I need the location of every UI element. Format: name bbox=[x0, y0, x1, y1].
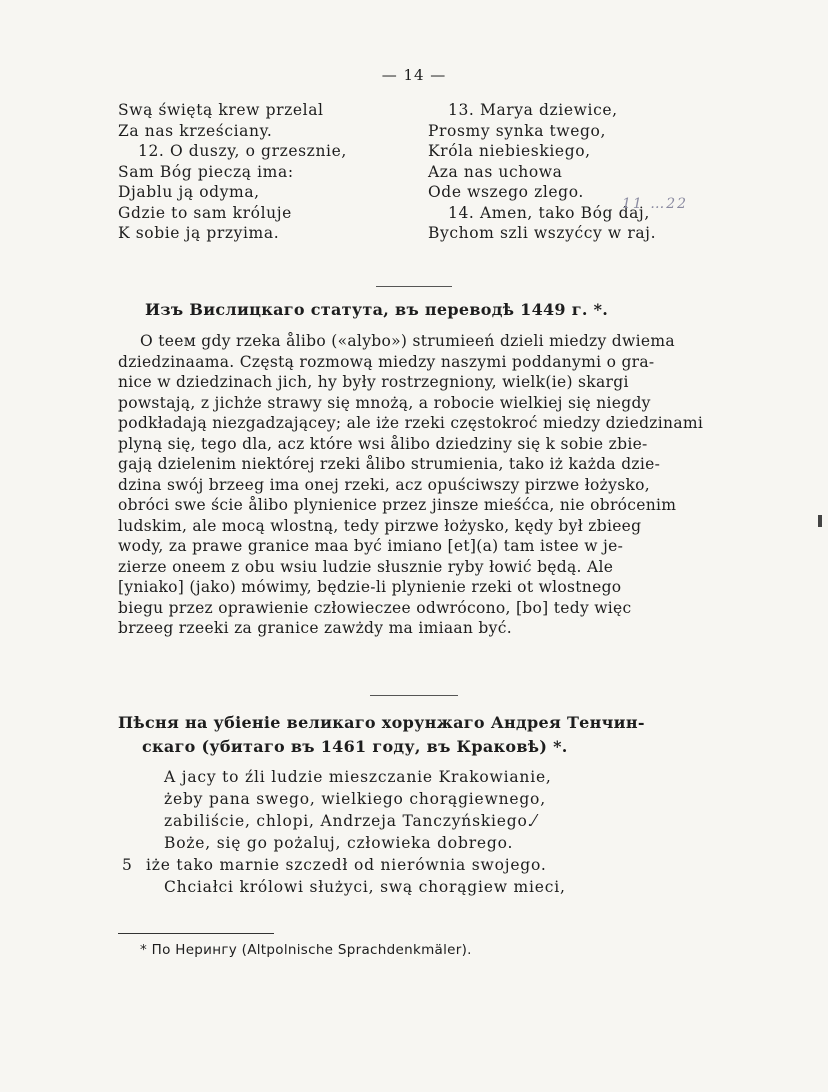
paragraph-line: [yniako] (jako) mówimy, będzie-li plynienie rzeki ot wlostnego bbox=[118, 578, 622, 596]
heading-line: скаго (убитаго въ 1461 году, въ Краковѣ) *. bbox=[142, 737, 568, 756]
paragraph-line: dzina swój brzeeg ima onej rzeki, acz opuściwszy pirzwe łożysko, bbox=[118, 475, 650, 494]
verse-line: Za nas krześciany. bbox=[118, 121, 273, 140]
verse-line: 12. O duszy, o grzesznie, bbox=[138, 142, 347, 160]
verse-column-left bbox=[118, 100, 418, 244]
paragraph-line: zierze oneem z obu wsiu ludzie słusznie ryby łowić będą. Ale bbox=[118, 557, 614, 576]
paragraph-line: nice w dziedzinach jich, hy były rostrzegniony, wielk(ie) skargi bbox=[118, 373, 629, 391]
section-divider bbox=[370, 695, 458, 696]
section-heading-statute: Изъ Вислицкаго статута, въ переводѣ 1449 г. *. bbox=[145, 300, 609, 319]
handwritten-margin-note: 11 …22 bbox=[622, 196, 689, 212]
verse-line: Gdzie to sam króluje bbox=[118, 203, 292, 222]
verse-line: 13. Marya dziewice, bbox=[448, 101, 618, 119]
verse-line: 14. Amen, tako Bóg daj, bbox=[448, 203, 650, 222]
paragraph-line: powstają, z jichże strawy się mnożą, a robocie wielkiej się niegdy bbox=[118, 393, 651, 412]
paragraph-line: O tеем gdy rzeka ålibo («alybo») strumieeń dzieli miedzy dwiema bbox=[140, 332, 675, 350]
page-number: — 14 — bbox=[381, 66, 447, 84]
paragraph-line: plyną się, tego dla, acz które wsi ålibo dziedziny się k sobie zbie- bbox=[118, 434, 648, 453]
verse-line: K sobie ją przyima. bbox=[118, 224, 280, 242]
page-edge-mark bbox=[818, 515, 822, 527]
paragraph-line: dziedzinaama. Częstą rozmową miedzy naszymi poddanymi o gra- bbox=[118, 352, 655, 371]
section-divider bbox=[376, 286, 452, 287]
paragraph-line: obróci swe ście ålibo plynienice przez jinsze mieśćca, nie obrócenim bbox=[118, 496, 677, 514]
heading-line: Пѣсня на убіеніе великаго хорунжаго Андрея Тенчин- bbox=[118, 713, 645, 732]
verse-line: Aza nas uchowa bbox=[428, 162, 563, 181]
verse-line: Prosmy synka twego, bbox=[428, 121, 607, 140]
verse-line: Króla niebieskiego, bbox=[428, 142, 591, 160]
poem-line bbox=[118, 854, 718, 876]
poem-line: zabiliście, chlopi, Andrzeja Tanczyńskiego.⁄ bbox=[164, 812, 537, 830]
verse-line: Ode wszego zlego. bbox=[428, 183, 584, 201]
line-number: 5 bbox=[122, 856, 133, 874]
section-heading-song bbox=[118, 711, 738, 759]
poem-line: A jacy to źli ludzie mieszczanie Krakowianie, bbox=[164, 768, 552, 786]
poem-line-text: iże tako marnie szczedł od nierównia swojego. bbox=[146, 856, 547, 874]
poem-line: żeby pana swego, wielkiego chorągiewnego, bbox=[164, 790, 546, 808]
paragraph-line: ludskim, ale mocą wlostną, tedy pirzwe łożysko, kędy był zbieeg bbox=[118, 516, 642, 535]
poem-line: Boże, się go pożaluj, człowieka dobrego. bbox=[164, 834, 514, 852]
footnote-divider bbox=[118, 933, 274, 934]
poem-line: Chciałci królowi służyci, swą chorągiew mieci, bbox=[164, 878, 566, 896]
statute-paragraph bbox=[118, 331, 732, 639]
verse-line: Sam Bóg pieczą ima: bbox=[118, 162, 294, 181]
paragraph-line: wody, za prawe granice maa być imiano [et](a) tam istee w je- bbox=[118, 537, 624, 555]
paragraph-line: biegu przez oprawienie człowieczee odwrócono, [bo] tedy więc bbox=[118, 598, 632, 617]
verse-column-right bbox=[428, 100, 728, 244]
footnote: * По Нерингу (Altpolnische Sprachdenkmäler). bbox=[140, 942, 472, 958]
paragraph-line: gają dzielenim niektórej rzeki ålibo strumienia, tako iż każda dzie- bbox=[118, 455, 661, 473]
paragraph-line: brzeeg rzeeki za granice zawżdy ma imiaan być. bbox=[118, 619, 512, 637]
song-poem bbox=[118, 766, 718, 898]
verse-line: Djablu ją odyma, bbox=[118, 183, 260, 201]
verse-line: Swą świętą krew przelal bbox=[118, 101, 324, 119]
verse-line: Bychom szli wszyćcy w raj. bbox=[428, 224, 657, 242]
paragraph-line: podkładają niezgadzającey; ale iże rzeki częstokroć miedzy dziedzinami bbox=[118, 414, 704, 432]
